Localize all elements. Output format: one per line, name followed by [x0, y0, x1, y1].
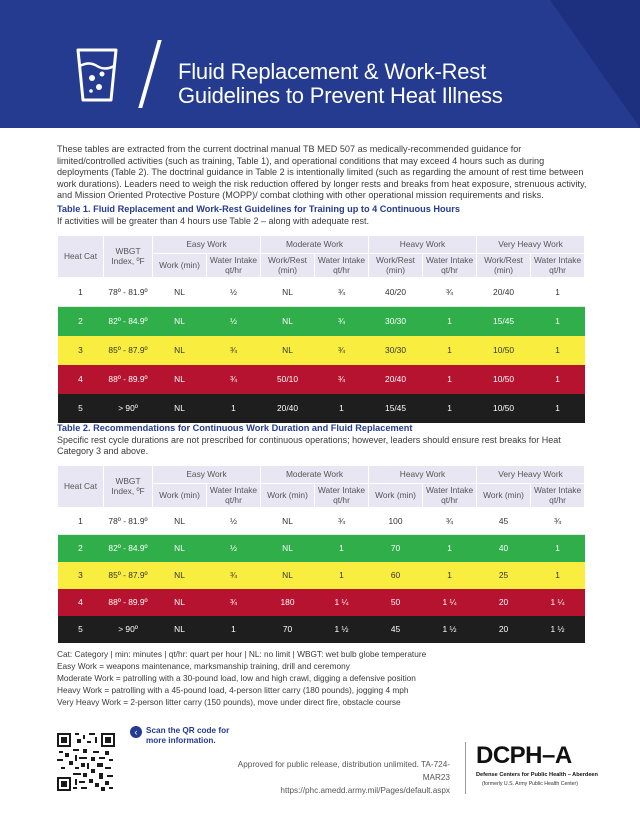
- table-cell: 3: [58, 562, 104, 589]
- table-cell: ¾: [315, 508, 369, 535]
- table-cell: 1: [58, 278, 104, 307]
- subheader-cell: Water Intake qt/hr: [207, 484, 261, 508]
- table-cell: 1: [315, 394, 369, 423]
- note-line: Very Heavy Work = 2-person litter carry (150 pounds), move under direct fire, obstacle course: [57, 697, 401, 707]
- table-cell: 40: [477, 535, 531, 562]
- heat-cat-row: [58, 562, 585, 589]
- table-cell: 1: [423, 365, 477, 394]
- table-cell: NL: [261, 535, 315, 562]
- legend-notes: [57, 648, 597, 708]
- table-cell: ½: [207, 535, 261, 562]
- header-divider: [138, 40, 161, 108]
- footer-divider: [465, 742, 466, 794]
- table-cell: 1: [531, 307, 585, 336]
- table-cell: 50: [369, 589, 423, 616]
- heat-cat-header: Heat Cat: [58, 466, 104, 508]
- table-cell: 1: [423, 336, 477, 365]
- very-heavy-work-header: Very Heavy Work: [477, 466, 585, 484]
- table-cell: 3: [58, 336, 104, 365]
- table-cell: 40/20: [369, 278, 423, 307]
- table2-subtitle: Specific rest cycle durations are not prescribed for continuous operations; however, leaders should ensure rest breaks for Heat Category 3 and above.: [57, 435, 561, 457]
- table-cell: NL: [153, 278, 207, 307]
- heat-cat-row: [58, 589, 585, 616]
- water-glass-icon: [72, 44, 122, 104]
- table-cell: 5: [58, 616, 104, 643]
- note-line: Easy Work = weapons maintenance, marksmanship training, drill and ceremony: [57, 661, 350, 671]
- page-title-line1: Fluid Replacement & Work-Rest: [178, 59, 487, 84]
- table-cell: 45: [369, 616, 423, 643]
- table1-subtitle: If activities will be greater than 4 hours use Table 2 – along with adequate rest.: [57, 216, 370, 226]
- table-cell: 1: [531, 394, 585, 423]
- table-cell: 20/40: [261, 394, 315, 423]
- table-cell: 1: [315, 535, 369, 562]
- table-cell: 4: [58, 365, 104, 394]
- heavy-work-header: Heavy Work: [369, 466, 477, 484]
- table-cell: 70: [369, 535, 423, 562]
- table-cell: 5: [58, 394, 104, 423]
- table-cell: 10/50: [477, 394, 531, 423]
- table-cell: 1: [531, 535, 585, 562]
- table-cell: NL: [261, 562, 315, 589]
- header-banner: [0, 0, 640, 128]
- table-cell: 180: [261, 589, 315, 616]
- subheader-cell: Water Intake qt/hr: [531, 254, 585, 278]
- table-cell: 30/30: [369, 307, 423, 336]
- qr-code-icon[interactable]: [57, 733, 115, 791]
- heat-cat-row: [58, 508, 585, 535]
- table-cell: NL: [153, 589, 207, 616]
- table-cell: 1: [423, 394, 477, 423]
- table-cell: 1 ¼: [423, 589, 477, 616]
- header-accent: [550, 0, 640, 128]
- table-cell: 1: [58, 508, 104, 535]
- table-cell: 10/50: [477, 336, 531, 365]
- table-cell: 50/10: [261, 365, 315, 394]
- table-cell: 1: [423, 307, 477, 336]
- table-cell: 78º - 81.9º: [104, 278, 153, 307]
- table-cell: 1 ½: [531, 616, 585, 643]
- heat-cat-row: [58, 616, 585, 643]
- table-cell: 1: [315, 562, 369, 589]
- table-cell: NL: [153, 508, 207, 535]
- easy-work-header: Easy Work: [153, 466, 261, 484]
- very-heavy-work-header: Very Heavy Work: [477, 236, 585, 254]
- table-cell: 82º - 84.9º: [104, 307, 153, 336]
- dcph-former-name: (formerly U.S. Army Public Health Center): [482, 781, 578, 787]
- scan-qr-text: [146, 726, 229, 746]
- table-cell: ½: [207, 508, 261, 535]
- subheader-cell: Water Intake qt/hr: [315, 254, 369, 278]
- table-cell: NL: [153, 394, 207, 423]
- moderate-work-header: Moderate Work: [261, 466, 369, 484]
- table-cell: 1: [423, 535, 477, 562]
- table-cell: 85º - 87.9º: [104, 562, 153, 589]
- subheader-cell: Water Intake qt/hr: [423, 484, 477, 508]
- table-cell: NL: [153, 562, 207, 589]
- heat-cat-row: [58, 278, 585, 307]
- heat-cat-header: Heat Cat: [58, 236, 104, 278]
- heat-cat-row: [58, 336, 585, 365]
- table-cell: 70: [261, 616, 315, 643]
- table-cell: 1: [531, 336, 585, 365]
- table-cell: 20: [477, 589, 531, 616]
- moderate-work-header: Moderate Work: [261, 236, 369, 254]
- table-cell: NL: [153, 365, 207, 394]
- subheader-cell: Work (min): [477, 484, 531, 508]
- table-cell: 45: [477, 508, 531, 535]
- subheader-cell: Work/Rest (min): [261, 254, 315, 278]
- table-cell: 85º - 87.9º: [104, 336, 153, 365]
- table-cell: 2: [58, 307, 104, 336]
- table-cell: 78º - 81.9º: [104, 508, 153, 535]
- table-cell: 1 ¼: [315, 589, 369, 616]
- table-cell: ¾: [423, 508, 477, 535]
- dcph-full-name: Defense Centers for Public Health – Aberdeen: [476, 772, 598, 778]
- release-statement: [230, 758, 450, 797]
- table-cell: 30/30: [369, 336, 423, 365]
- table-cell: 25: [477, 562, 531, 589]
- heat-cat-row: [58, 535, 585, 562]
- table-cell: 1: [207, 616, 261, 643]
- table-cell: ¾: [315, 336, 369, 365]
- table-cell: 1: [531, 365, 585, 394]
- intro-paragraph: These tables are extracted from the current doctrinal manual TB MED 507 as medically-recommended guidance for limited/controlled activities (such as training, Table 1), and operational conditions that may exceed 4 hours such as during deployments (Table 2). The doctrinal guidance in Table 2 is intentionally limited (such as regarding the amount of rest time between work durations). Leaders need to weigh the risk reduction offered by longer rests and breaks from heat exposure, strenuous activity, and Mission Oriented Protective Posture (MOPP)/ combat clothing with other operational mission requirements and risks.: [57, 144, 587, 200]
- table-cell: NL: [261, 508, 315, 535]
- table-cell: 1 ½: [315, 616, 369, 643]
- subheader-cell: Water Intake qt/hr: [531, 484, 585, 508]
- page-title-line2: Guidelines to Prevent Heat Illness: [178, 83, 503, 108]
- note-line: Heavy Work = patrolling with a 45-pound load, 4-person litter carry (180 pounds), jogging 4 mph: [57, 685, 409, 695]
- table1-title: Table 1. Fluid Replacement and Work-Rest Guidelines for Training up to 4 Continuous Hours: [57, 204, 460, 214]
- work-rest-table: [57, 235, 585, 423]
- table-cell: 1: [531, 562, 585, 589]
- note-line: Moderate Work = patrolling with a 30-pound load, low and high crawl, digging a defensive position: [57, 673, 416, 683]
- table-cell: ¾: [315, 307, 369, 336]
- table-cell: 20: [477, 616, 531, 643]
- table-cell: > 90º: [104, 616, 153, 643]
- table-cell: NL: [153, 616, 207, 643]
- approved-text: Approved for public release, distribution unlimited. TA-724-MAR23: [237, 760, 450, 782]
- table-cell: 20/40: [477, 278, 531, 307]
- table-cell: 60: [369, 562, 423, 589]
- table-cell: ¾: [315, 365, 369, 394]
- subheader-cell: Work/Rest (min): [369, 254, 423, 278]
- wbgt-header: WBGT Index, ºF: [104, 466, 153, 508]
- scan-line1: Scan the QR code for: [146, 726, 230, 735]
- table-cell: NL: [261, 336, 315, 365]
- easy-work-header: Easy Work: [153, 236, 261, 254]
- heat-cat-row: [58, 394, 585, 423]
- table-cell: ¾: [207, 336, 261, 365]
- info-url-link[interactable]: https://phc.amedd.army.mil/Pages/default.aspx: [280, 786, 450, 795]
- table-cell: 88º - 89.9º: [104, 365, 153, 394]
- table-cell: ¾: [315, 278, 369, 307]
- subheader-cell: Work (min): [261, 484, 315, 508]
- heat-cat-row: [58, 307, 585, 336]
- continuous-work-table: [57, 465, 585, 643]
- table-cell: NL: [261, 307, 315, 336]
- subheader-cell: Water Intake qt/hr: [207, 254, 261, 278]
- table-cell: 1: [207, 394, 261, 423]
- subheader-cell: Water Intake qt/hr: [315, 484, 369, 508]
- table-cell: ¾: [207, 562, 261, 589]
- subheader-cell: Water Intake qt/hr: [423, 254, 477, 278]
- table-cell: ½: [207, 278, 261, 307]
- table-cell: 10/50: [477, 365, 531, 394]
- scan-line2: more information.: [146, 736, 216, 745]
- heat-cat-row: [58, 365, 585, 394]
- subheader-cell: Work (min): [153, 484, 207, 508]
- heavy-work-header: Heavy Work: [369, 236, 477, 254]
- subheader-cell: Work (min): [369, 484, 423, 508]
- table-cell: ¾: [207, 589, 261, 616]
- table-cell: 1: [423, 562, 477, 589]
- table-cell: 82º - 84.9º: [104, 535, 153, 562]
- table-cell: ½: [207, 307, 261, 336]
- note-line: Cat: Category | min: minutes | qt/hr: quart per hour | NL: no limit | WBGT: wet bulb globe temperature: [57, 649, 427, 659]
- table-cell: 1 ¼: [531, 589, 585, 616]
- table-cell: 20/40: [369, 365, 423, 394]
- table-cell: 2: [58, 535, 104, 562]
- subheader-cell: Work/Rest (min): [477, 254, 531, 278]
- table-cell: 88º - 89.9º: [104, 589, 153, 616]
- table-cell: NL: [153, 535, 207, 562]
- dcph-logo: DCPH–A: [476, 742, 572, 769]
- subheader-cell: Work (min): [153, 254, 207, 278]
- table-cell: ¾: [423, 278, 477, 307]
- chevron-left-icon[interactable]: ‹: [130, 726, 142, 738]
- table-cell: NL: [153, 307, 207, 336]
- page-title: [178, 60, 503, 108]
- table-cell: NL: [153, 336, 207, 365]
- table-cell: ¾: [207, 365, 261, 394]
- table-cell: 15/45: [369, 394, 423, 423]
- table-cell: NL: [261, 278, 315, 307]
- table2-title: Table 2. Recommendations for Continuous Work Duration and Fluid Replacement: [57, 423, 413, 433]
- table-cell: ¾: [531, 508, 585, 535]
- wbgt-header: WBGT Index, ºF: [104, 236, 153, 278]
- table-cell: 1: [531, 278, 585, 307]
- table-cell: 100: [369, 508, 423, 535]
- table-cell: 4: [58, 589, 104, 616]
- table-cell: > 90º: [104, 394, 153, 423]
- table-cell: 1 ½: [423, 616, 477, 643]
- table-cell: 15/45: [477, 307, 531, 336]
